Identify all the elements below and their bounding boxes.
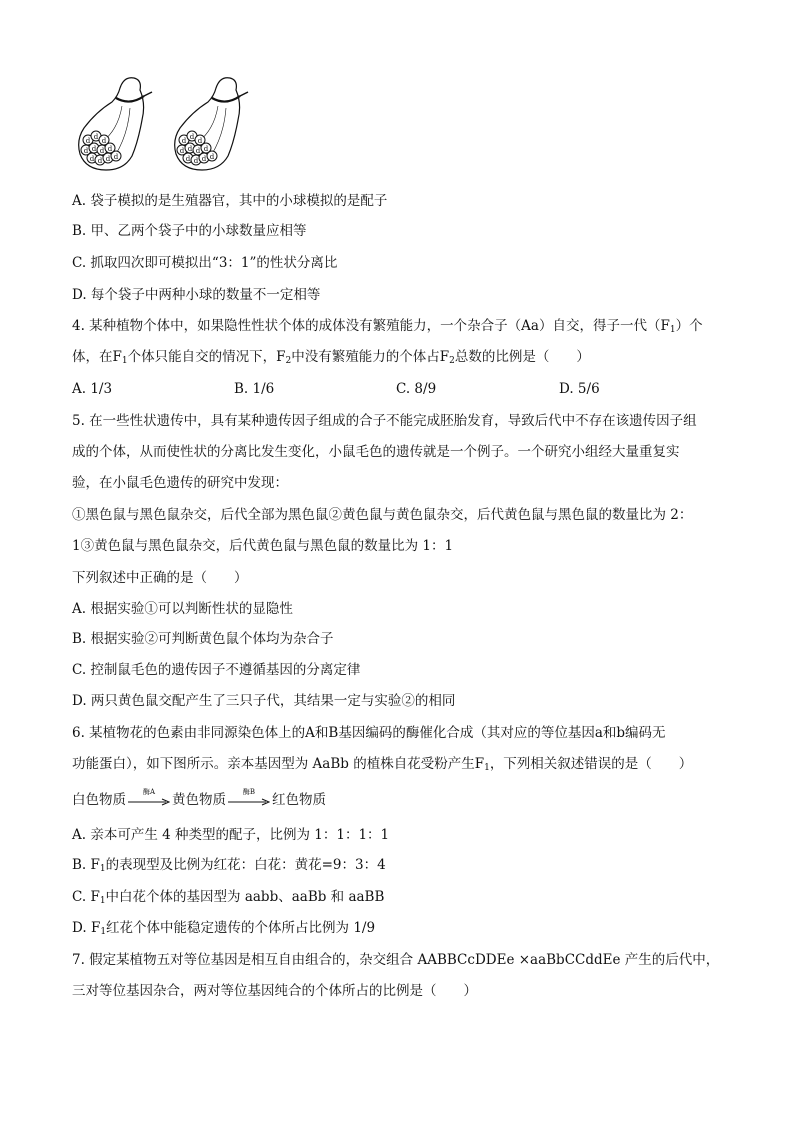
substance-white: 白色物质 [72,792,126,808]
q4-option-c: C. 8/9 [396,381,437,397]
pigment-pathway [72,789,326,811]
q5-stem-line2: 成的个体，从而使性状的分离比发生变化，小鼠毛色的遗传就是一个例子。一个研究小组经大量重复实 [72,444,680,460]
q6-option-a: A. 亲本可产生 4 种类型的配子，比例为 1：1：1：1 [72,827,390,843]
ball-label: d [197,137,203,145]
q4-stem-line2: 体，在$F_1$个体只能自交的情况下，$F_2$中没有繁殖能力的个体占$F_2$总数的比例是（ ） [72,349,590,366]
q6-stem-line2: 功能蛋白），如下图所示。亲本基因型为 AaBb 的植株自花受粉产生$F_1$，下列相关叙述错误的是（ ） [72,756,693,773]
ball-label: d [99,147,105,155]
q6-option-c: C. $F_1$中白花个体的基因型为 aabb、aaBb 和 aaBB [72,889,385,906]
ball-label: d [185,155,191,163]
q5-stem-line1: 5. 在一些性状遗传中，具有某种遗传因子组成的合子不能完成胚胎发育，导致后代中不存在该遗传因子组 [72,413,697,429]
q3-option-c: C. 抓取四次即可模拟出“3：1”的性状分离比 [72,255,338,271]
q5-stem-line4: ①黑色鼠与黑色鼠杂交，后代全部为黑色鼠②黄色鼠与黄色鼠杂交，后代黄色鼠与黑色鼠的数量比为 2： [72,507,693,523]
q5-question: 下列叙述中正确的是（ ） [72,570,248,586]
arrow-right-icon [128,798,170,806]
ball-label: d [193,157,199,165]
q7-stem-line2: 三对等位基因杂合，两对等位基因纯合的个体所占的比例是（ ） [72,983,477,999]
substance-red: 红色物质 [272,792,326,808]
q3-option-b: B. 甲、乙两个袋子中的小球数量应相等 [72,223,307,239]
enzyme-b-label: 酶B [242,787,256,796]
bag-right-balls [177,131,217,165]
q4-option-a: A. 1/3 [72,381,113,397]
ball-label: d [83,147,89,155]
ball-label: d [189,133,195,141]
q6-option-b: B. $F_1$的表现型及比例为红花：白花：黄花=9：3：4 [72,857,386,874]
bag-left-balls [81,131,121,165]
ball-label: d [201,155,207,163]
enzyme-a-label: 酶A [142,787,156,796]
q6-option-d: D. $F_1$红花个体中能稳定遗传的个体所占比例为 1/9 [72,920,376,937]
ball-label: d [107,145,113,153]
q4-stem-line1: 4. 某种植物个体中，如果隐性性状个体的成体没有繁殖能力，一个杂合子（Aa）自交，得子一代$(F_1)$个 [72,318,703,335]
arrow-enzyme-b [228,787,270,808]
q6-stem-line1: 6. 某植物花的色素由非同源染色体上的A和B基因编码的酶催化合成（其对应的等位基因a和b编码无 [72,725,666,741]
q3-option-a: A. 袋子模拟的是生殖器官，其中的小球模拟的是配子 [72,193,388,209]
ball-label: d [91,145,97,153]
bags-illustration [72,70,272,180]
ball-label: d [85,137,91,145]
ball-label: d [195,147,201,155]
q3-option-d: D. 每个袋子中两种小球的数量不一定相等 [72,287,321,303]
bags-figure [72,70,272,180]
q5-stem-line3: 验，在小鼠毛色遗传的研究中发现： [72,475,288,491]
q5-stem-line5: 1③黄色鼠与黑色鼠杂交，后代黄色鼠与黑色鼠的数量比为 1：1 [72,538,454,554]
ball-label: d [105,155,111,163]
substance-yellow: 黄色物质 [172,792,226,808]
ball-label: d [113,153,119,161]
ball-label: d [101,137,107,145]
ball-label: d [203,145,209,153]
ball-label: d [187,145,193,153]
arrow-enzyme-a [128,787,170,808]
q4-option-b: B. 1/6 [234,381,275,397]
ball-label: d [97,157,103,165]
ball-label: d [209,153,215,161]
q4-option-d: D. 5/6 [559,381,600,397]
arrow-right-icon [228,798,270,806]
q5-option-d: D. 两只黄色鼠交配产生了三只子代，其结果一定与实验②的相同 [72,693,456,709]
ball-label: d [89,155,95,163]
q5-option-a: A. 根据实验①可以判断性状的显隐性 [72,601,293,617]
q5-option-b: B. 根据实验②可判断黄色鼠个体均为杂合子 [72,631,334,647]
ball-label: d [93,133,99,141]
q5-option-c: C. 控制鼠毛色的遗传因子不遵循基因的分离定律 [72,662,361,678]
q4-options [72,380,732,398]
q7-stem-line1: 7. 假定某植物五对等位基因是相互自由组合的，杂交组合 AABBCcDDEe ×aaBbCCddEe 产生的后代中， [72,952,720,968]
ball-label: d [181,137,187,145]
ball-label: d [179,147,185,155]
